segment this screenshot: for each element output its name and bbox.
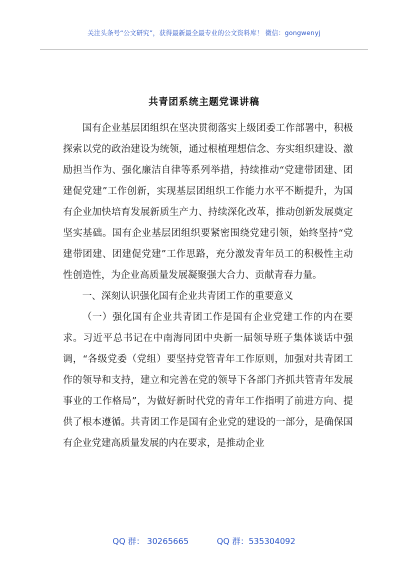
document-title: 共青团系统主题党课讲稿 — [148, 97, 260, 108]
header-divider — [40, 49, 368, 50]
body-paragraph-1: （一）强化国有企业共青团工作是国有企业党建工作的内在要求。习近平总书记在中南海同团中央新一届领导班子集体谈话中强调，“各级党委（党组）要坚持党管青年工作原则，加强对共青团工作的领导和支持，建立和完善在党的领导下各部门齐抓共管青年发展事业的工作格局”，为做好新时代党的青年工作指明了前进方向、提供了根本遵循。共青团工作是国有企业党的建设的一部分，是确保国有企业党建高质量发展的内在要求，是推动企业 — [63, 312, 353, 449]
footer-qq-group-1: QQ 群： 30265665 — [112, 536, 189, 546]
document-body — [63, 118, 353, 454]
footer-qq-group-2: QQ 群：535304092 — [216, 536, 296, 546]
footer-contact — [0, 536, 408, 547]
header-banner — [40, 20, 368, 44]
body-paragraph-intro: 国有企业基层团组织在坚决贯彻落实上级团委工作部署中，积极探索以党的政治建设为统领，通过根植理想信念、夯实组织建设、激励担当作为、强化廉洁自律等系列举措，持续推动“党建带团建、团建促党建”工作创新，实现基层团组织工作能力水平不断提升，为国有企业加快培育发展新质生产力、持续深化改革，推动创新发展奠定坚实基础。国有企业基层团组织要紧密围绕党建引领，始终坚持“党建带团建、团建促党建”工作思路，充分激发青年员工的积极性主动性创造性，为企业高质量发展凝聚强大合力、贡献青春力量。 — [63, 123, 353, 281]
header-banner-text: 关注头条号“公文研究”，获得最新最全最专业的公文资料库！ 微信：gongwenyj — [87, 28, 321, 37]
section-heading-1: 一、深刻认识强化国有企业共青团工作的重要意义 — [82, 291, 294, 302]
